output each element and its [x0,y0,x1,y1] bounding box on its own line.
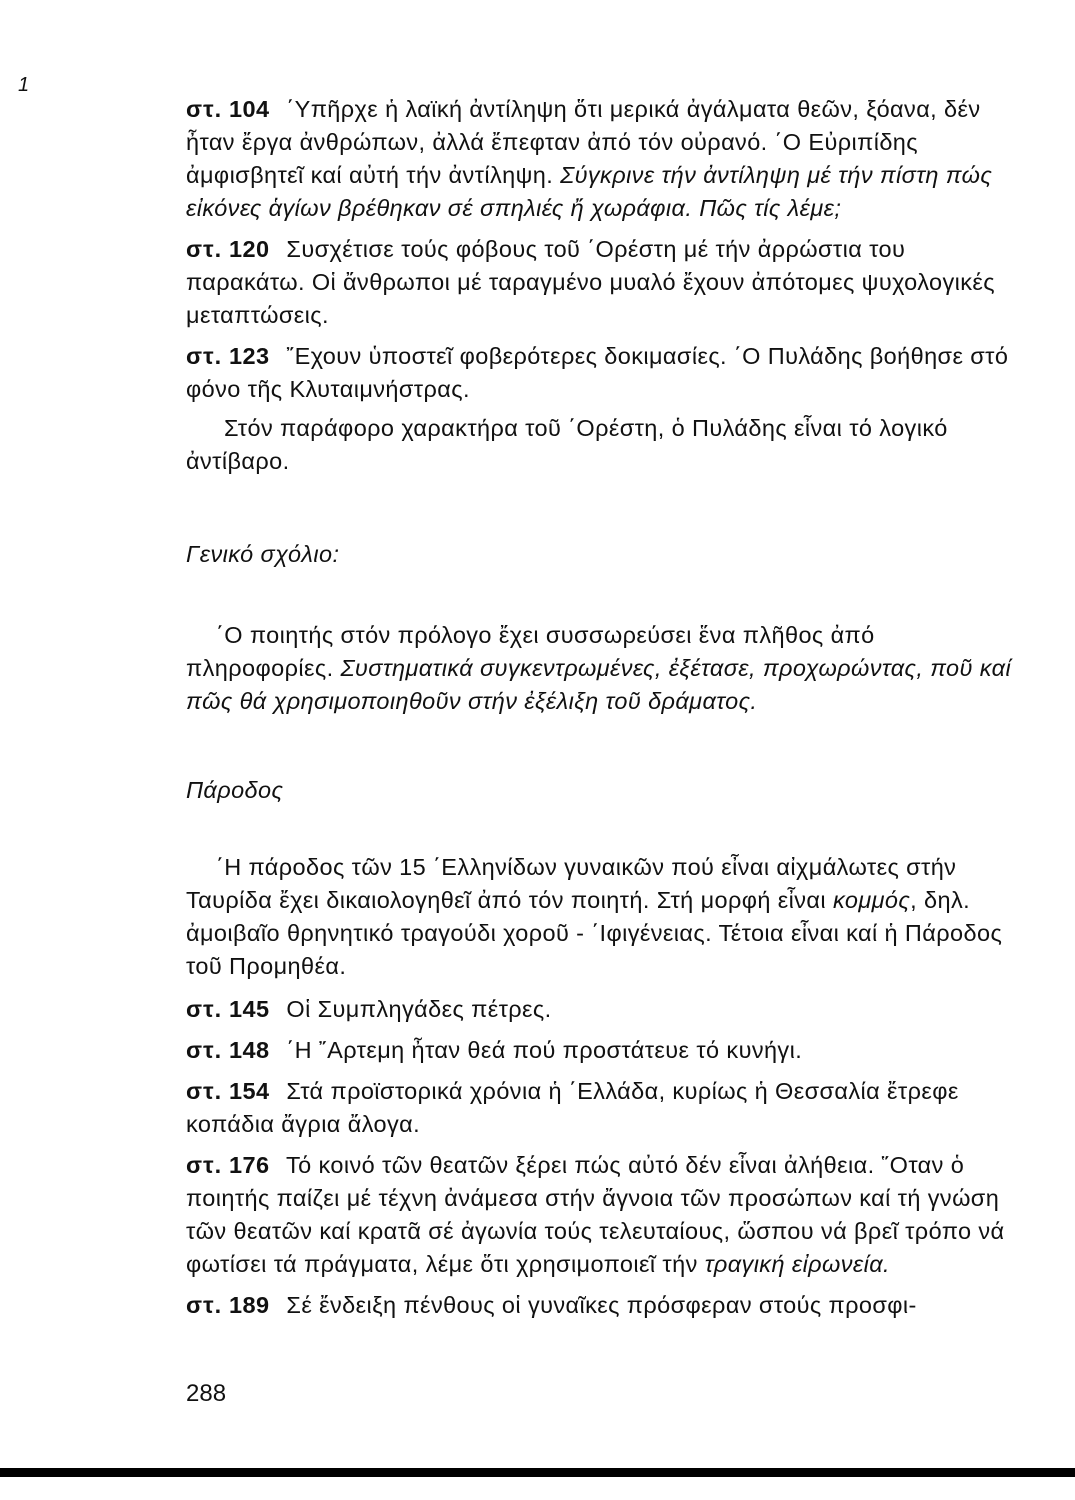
note-number: 189 [229,1292,270,1318]
note-123 [186,340,1016,406]
general-comment-paragraph [186,619,1016,718]
note-ref: στ. [186,996,223,1022]
note-text: Σέ ἔνδειξη πένθους οἱ γυναῖκες πρόσφεραν στούς προσφι- [286,1292,917,1318]
note-145 [186,993,1016,1026]
note-ref: στ. [186,1078,223,1104]
note-text: ΄Υπῆρχε ἡ λαϊκή ἀντίληψη ὅτι μερικά ἀγάλματα θεῶν, ξόανα, δέν ἦταν ἔργα ἀνθρώπων, ἀλλά ἔπεφταν ἀπό τόν οὐρανό. ΄Ο Εὐριπίδης ἀμφισβητεῖ καί αὐτή τήν ἀντίληψη. [186,96,981,188]
note-154 [186,1075,1016,1141]
note-text: Συσχέτισε τούς φόβους τοῦ ΄Ορέστη μέ τήν ἀρρώστια του παρακάτω. Οἱ ἄνθρωποι μέ ταραγμένο μυαλό ἔχουν ἀπότομες ψυχολογικές μεταπτώσεις. [186,236,995,328]
note-176 [186,1149,1016,1281]
note-ref: στ. [186,96,223,122]
note-ref: στ. [186,1037,223,1063]
note-ref: στ. [186,343,223,369]
note-number: 120 [229,236,270,262]
general-comment-heading: Γενικό σχόλιο: [186,541,340,567]
note-text: Οἱ Συμπληγάδες πέτρες. [286,996,552,1022]
parodos-paragraph [186,851,1016,983]
note-text: ΄Η ῎Αρτεμη ἦταν θεά πού προστάτευε τό κυνήγι. [286,1037,803,1063]
note-number: 154 [229,1078,270,1104]
bottom-edge-shadow [0,1468,1075,1477]
parodos-italic: κομμός [832,887,911,913]
corner-mark: 1 [18,74,30,96]
page-content [186,93,1016,1330]
note-number: 148 [229,1037,270,1063]
note-189 [186,1289,1016,1322]
note-italic-text: Σύγκρινε τήν ἀντίληψη μέ τήν πίστη πώς εἰκόνες ἁγίων βρέθηκαν σέ σπηλιές ἤ χωράφια. Πῶς τίς λέμε; [186,162,993,221]
note-ref: στ. [186,236,223,262]
note-120 [186,233,1016,332]
note-ref: στ. [186,1152,223,1178]
page-number: 288 [186,1380,227,1407]
parodos-text: ΄Η πάροδος τῶν 15 ΄Ελληνίδων γυναικῶν πού εἶναι αἰχμάλωτες στήν Ταυρίδα ἔχει δικαιολογηθεῖ ἀπό τόν ποιητή. Στή μορφή εἶναι [186,854,957,913]
parodos-text-continued: , δηλ. ἀμοιβαῖο θρηνητικό τραγούδι χοροῦ - ΄Ιφιγένειας. Τέτοια εἶναι καί ἡ Πάροδος τοῦ Προμηθέα. [186,887,1003,979]
note-text: Τό κοινό τῶν θεατῶν ξέρει πώς αὐτό δέν εἶναι ἀλήθεια. ῞Οταν ὁ ποιητής παίζει μέ τέχνη ἀνάμεσα στήν ἄγνοια τῶν προσώπων καί τή γνώση τῶν θεατῶν καί κρατᾶ σέ ἀγωνία τούς τελευταίους, ὥσπου νά βρεῖ τρόπο νά φωτίσει τά πράγματα, λέμε ὅτι χρησιμοποιεῖ τήν [186,1152,1005,1277]
general-comment-italic: Συστηματικά συγκεντρωμένες, ἐξέτασε, προχωρώντας, ποῦ καί πῶς θά χρησιμοποιηθοῦν στήν ἐξέλιξη τοῦ δράματος. [186,655,1012,714]
note-italic-text: τραγική εἰρωνεία. [704,1251,890,1277]
note-number: 145 [229,996,270,1022]
note-104 [186,93,1016,225]
note-text: Στά προϊστορικά χρόνια ἡ ΄Ελλάδα, κυρίως ἡ Θεσσαλία ἔτρεφε κοπάδια ἄγρια ἄλογα. [186,1078,959,1137]
general-comment-text: ΄Ο ποιητής στόν πρόλογο ἔχει συσσωρεύσει ἕνα πλῆθος ἀπό πληροφορίες. [186,622,875,681]
note-number: 123 [229,343,270,369]
note-text: ῎Εχουν ὑποστεῖ φοβερότερες δοκιμασίες. ΄Ο Πυλάδης βοήθησε στό φόνο τῆς Κλυταιμνήστρας. [186,343,1009,402]
note-148 [186,1034,1016,1067]
note-123-continuation: Στόν παράφορο χαρακτήρα τοῦ ΄Ορέστη, ὁ Πυλάδης εἶναι τό λογικό ἀντίβαρο. [186,415,948,474]
parodos-heading: Πάροδος [186,777,284,803]
note-number: 104 [229,96,270,122]
note-ref: στ. [186,1292,223,1318]
note-number: 176 [229,1152,270,1178]
